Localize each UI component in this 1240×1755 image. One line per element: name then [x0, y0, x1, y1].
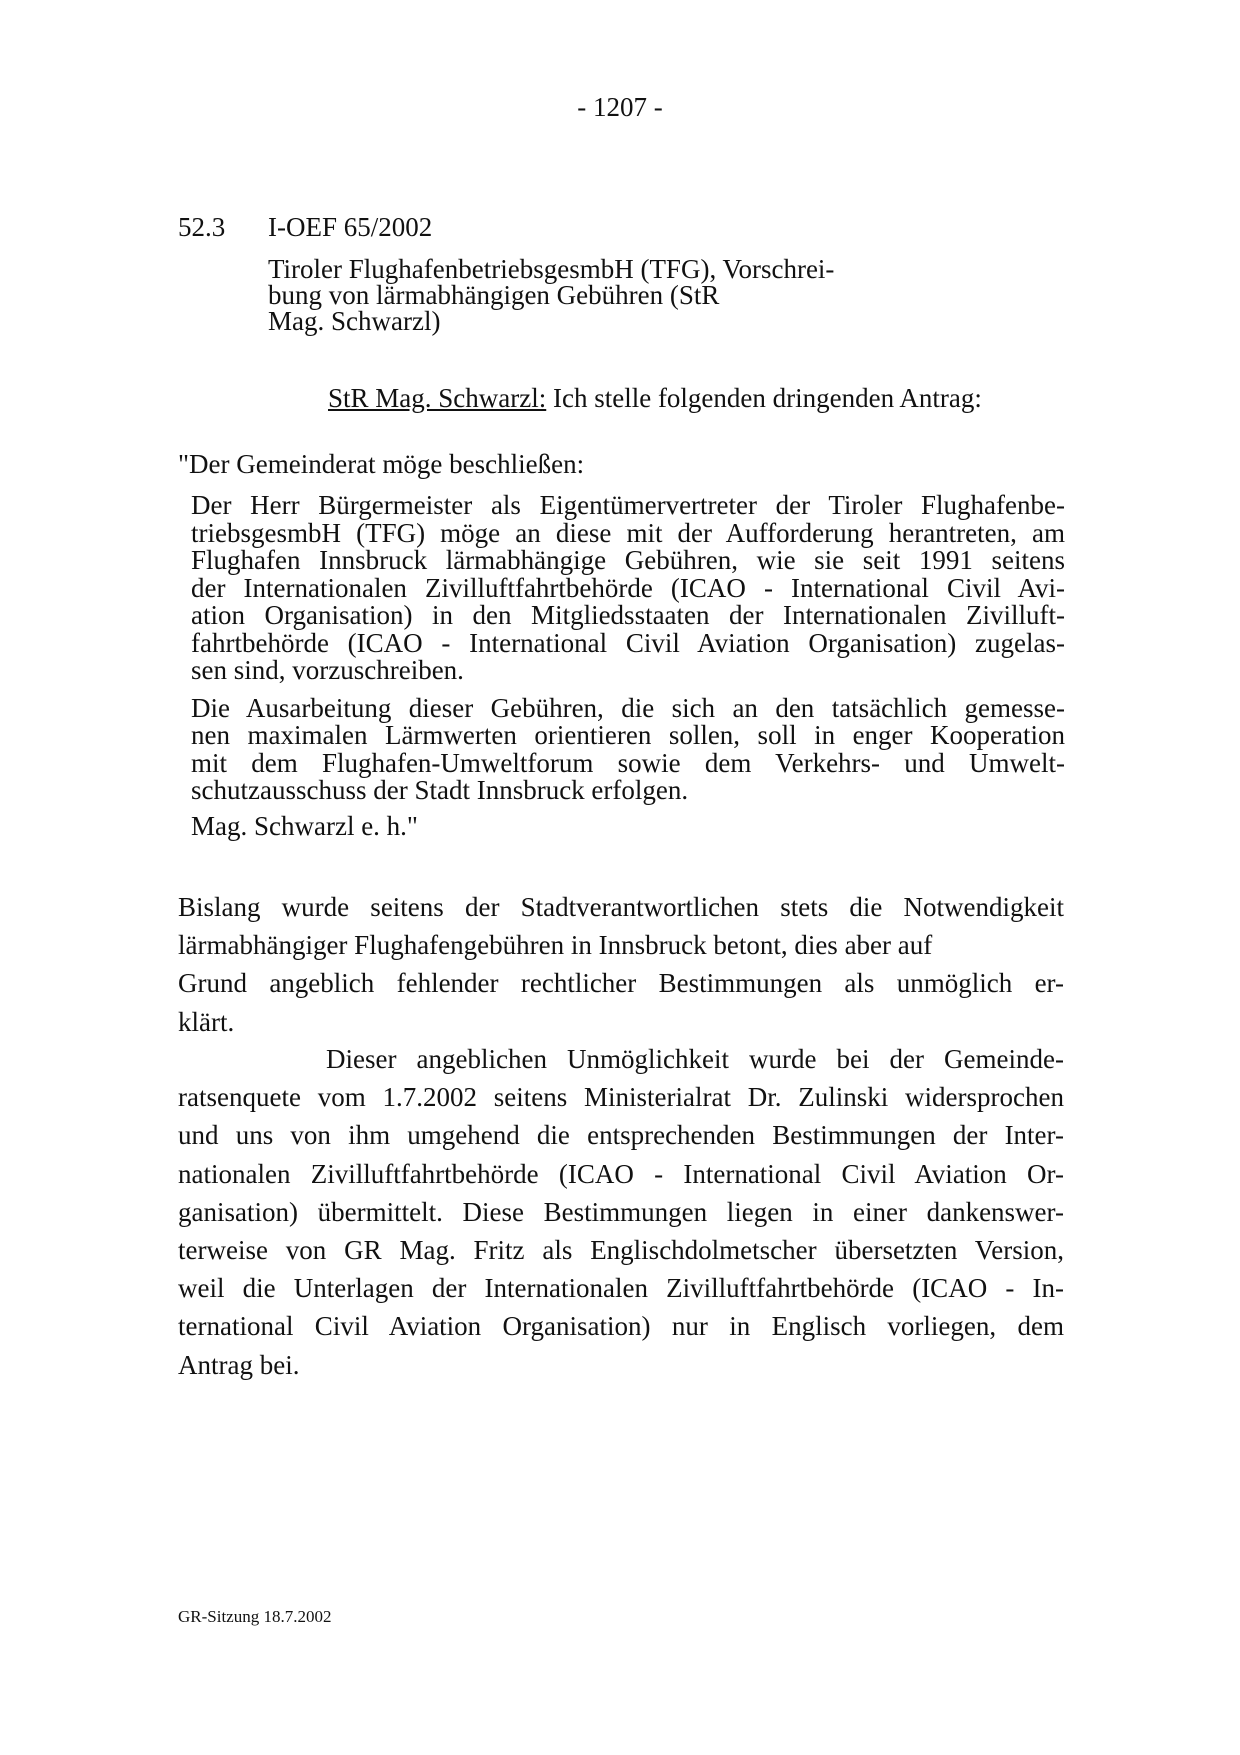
body-line: Antrag bei. [178, 1349, 300, 1380]
motion-text: Ich stelle folgenden dringenden Antrag: [546, 383, 982, 413]
body-line: ternational Civil Aviation Organisation) nur in Englisch vorliegen, dem [178, 1311, 1064, 1342]
quote-line: mit dem Flughafen-Umweltforum sowie dem Verkehrs- und Umwelt- [191, 747, 1065, 778]
subject-line: Mag. Schwarzl) [268, 306, 441, 336]
quote-line: nen maximalen Lärmwerten orientieren sollen, soll in enger Kooperation [191, 720, 1065, 750]
quote-line: Der Herr Bürgermeister als Eigentümervertreter der Tiroler Flughafenbe- [191, 490, 1065, 520]
quote-line: Flughafen Innsbruck lärmabhängige Gebühren, wie sie seit 1991 seitens [191, 545, 1065, 575]
page-footer: GR-Sitzung 18.7.2002 [178, 1607, 332, 1626]
quote-paragraph-1 [191, 492, 1065, 685]
body-line: Dieser angeblichen Unmöglichkeit wurde bei der Gemeinde- [326, 1044, 1064, 1074]
body-paragraph-1 [178, 888, 1064, 1041]
quote-paragraph-2 [191, 692, 1065, 805]
body-line: ganisation) übermittelt. Diese Bestimmungen liegen in einer dankenswer- [178, 1196, 1064, 1227]
body-line: terweise von GR Mag. Fritz als Englischdolmetscher übersetzten Version, [178, 1234, 1064, 1265]
motion-speaker: StR Mag. Schwarzl: [328, 383, 547, 413]
body-line: Grund angeblich fehlender rechtlicher Bestimmungen als unmöglich er- [178, 968, 1064, 999]
body-line: und uns von ihm umgehend die entsprechenden Bestimmungen der Inter- [178, 1120, 1064, 1151]
agenda-item-code: I-OEF 65/2002 [268, 212, 433, 242]
motion-quote-block [191, 492, 1065, 815]
quote-line: triebsgesmbH (TFG) möge an diese mit der Aufforderung herantreten, am [191, 517, 1065, 548]
body-line: ratsenquete vom 1.7.2002 seitens Ministerialrat Dr. Zulinski widersprochen [178, 1082, 1064, 1113]
quote-line: Die Ausarbeitung dieser Gebühren, die sich an den tatsächlich gemesse- [191, 692, 1065, 723]
quote-signature: Mag. Schwarzl e. h." [191, 811, 418, 841]
quote-line: fahrtbehörde (ICAO - International Civil Aviation Organisation) zugelas- [191, 627, 1065, 658]
subject-line: bung von lärmabhängigen Gebühren (StR [268, 280, 720, 310]
body-line: weil die Unterlagen der Internationalen Zivilluftfahrtbehörde (ICAO - In- [178, 1273, 1064, 1304]
body-paragraph-2 [178, 1040, 1064, 1384]
quote-line: der Internationalen Zivilluftfahrtbehörde (ICAO - International Civil Avi- [191, 572, 1065, 603]
body-line: lärmabhängiger Flughafengebühren in Innsbruck betont, dies aber auf [178, 930, 933, 961]
agenda-item-number: 52.3 [178, 212, 226, 242]
agenda-item-subject [268, 256, 908, 334]
quote-line: ation Organisation) in den Mitgliedsstaaten der Internationalen Zivilluft- [191, 600, 1065, 630]
motion-statement [328, 383, 982, 413]
body-line: klärt. [178, 1006, 235, 1037]
quote-line: sen sind, vorzuschreiben. [191, 655, 464, 685]
subject-line: Tiroler FlughafenbetriebsgesmbH (TFG), Vorschrei- [268, 254, 835, 284]
body-line: Bislang wurde seitens der Stadtverantwortlichen stets die Notwendigkeit [178, 892, 1064, 922]
quote-intro: "Der Gemeinderat möge beschließen: [178, 449, 585, 479]
quote-line: schutzausschuss der Stadt Innsbruck erfolgen. [191, 775, 689, 805]
page-number: - 1207 - [577, 92, 663, 122]
body-line: nationalen Zivilluftfahrtbehörde (ICAO - International Civil Aviation Or- [178, 1158, 1064, 1189]
